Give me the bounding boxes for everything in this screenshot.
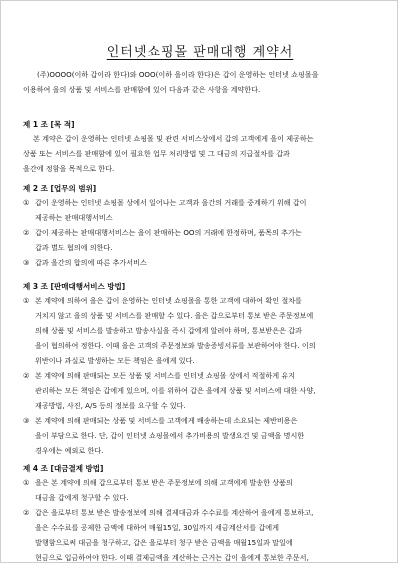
article-3-item-3: ③ 본 계약에 의해 판매되는 상품 및 서비스를 고객에게 배송하는데 소요되는 제반비용은 을이 부담으로 한다. 단, 갑이 인터넷 쇼핑몰에서 추가비용의 발생요건 및 금액을 명시한 경우에는 예외로 한다. — [23, 416, 305, 455]
article-2-item-3: ③ 갑과 을간의 합의에 따른 추가서비스 — [23, 258, 147, 267]
article-3-item-1: ① 본 계약에 의하여 을은 갑이 운영하는 인터넷 쇼핑몰을 통한 고객에 대하여 확인 절차를 거치지 않고 을의 상품 및 서비스를 판매할 수 있다. 을은 갑으로부터 통보 받은 주문정보에 의해 상품 및 서비스를 발송하고 발송사실을 즉시 갑에게 알려야 하며, 통보받은은 갑과 을이 협의하여 정한다. 이때 을은 고객의 주문정보와 발송증빙서류를 보관하여야 한다. 이의 위반이나 과실로 발생하는 모든 책임은 을에게 있다. — [23, 296, 316, 365]
article-3-item-2: ② 본 계약에 의해 판매되는 모든 상품 및 서비스를 인터넷 쇼핑몰 상에서 적절하게 유지 관리하는 모든 책임은 갑에게 있으며, 이를 위하여 갑은 을에게 상품 및 서비스에 대한 사양, 재공방법, 사진, A/S 등의 정보를 요구할 수 있다. — [23, 371, 316, 410]
article-2-heading: 제 2 조 [업무의 범위] — [23, 184, 97, 193]
article-2-item-1: ① 갑이 운영하는 인터넷 쇼핑몰 상에서 일어나는 고객과 을간의 거래를 중계하기 위해 갑이 제공하는 판매대행서비스 — [23, 198, 307, 222]
article-1-body: 본 계약은 갑이 운영하는 인터넷 쇼핑몰 및 관련 서비스상에서 갑의 고객에게 을이 제공하는 상품 또는 서비스를 판매함에 있어 필요한 업무 처리방법 및 그 대금의 지급절차를 갑과 을간에 정함을 목적으로 한다. — [23, 134, 314, 173]
article-3-heading: 제 3 조 [판매대행서비스 방법] — [23, 282, 126, 291]
article-4-heading: 제 4 조 [대금결제 방법] — [23, 464, 104, 473]
article-1-heading: 제 1 조 [목 적] — [23, 120, 75, 129]
preamble: (주)OOOO(이하 갑이라 한다)와 OOO(이하 을이라 한다)은 갑이 운영하는 인터넷 쇼핑몰을 이용하여 을의 상품 및 서비스를 판매함에 있어 다음과 같은 사항을 계약한다. — [23, 70, 319, 94]
article-4-item-2: ② 갑은 을로부터 통보 받은 발송정보에 의해 결제대금과 수수료를 계산하여 을에게 통보하고, 을은 수수료를 공제한 금액에 대하여 매월15일, 30일까지 세금계산서를 갑에게 발행함으로써 대금을 청구하고, 갑은 을로부터 청구 받은 금액을 매월15일과 말일에 현금으로 입금하여야 한다. 이때 결제금액을 계산하는 근거는 갑이 을에게 통보한 주문서, — [23, 508, 314, 562]
article-2-item-2: ② 갑이 제공하는 판매대행서비스는 을이 판매하는 OO의 거래에 한정하며, 품목의 추가는 갑과 별도 협의에 의한다. — [23, 228, 302, 252]
article-4-item-1: ① 을은 본 계약에 의해 갑으로부터 통보 받은 주문정보에 의해 고객에게 발송한 상품의 대금을 갑에게 청구할 수 있다. — [23, 478, 293, 502]
document-title: 인터넷쇼핑몰 판매대행 계약서 — [106, 45, 294, 60]
